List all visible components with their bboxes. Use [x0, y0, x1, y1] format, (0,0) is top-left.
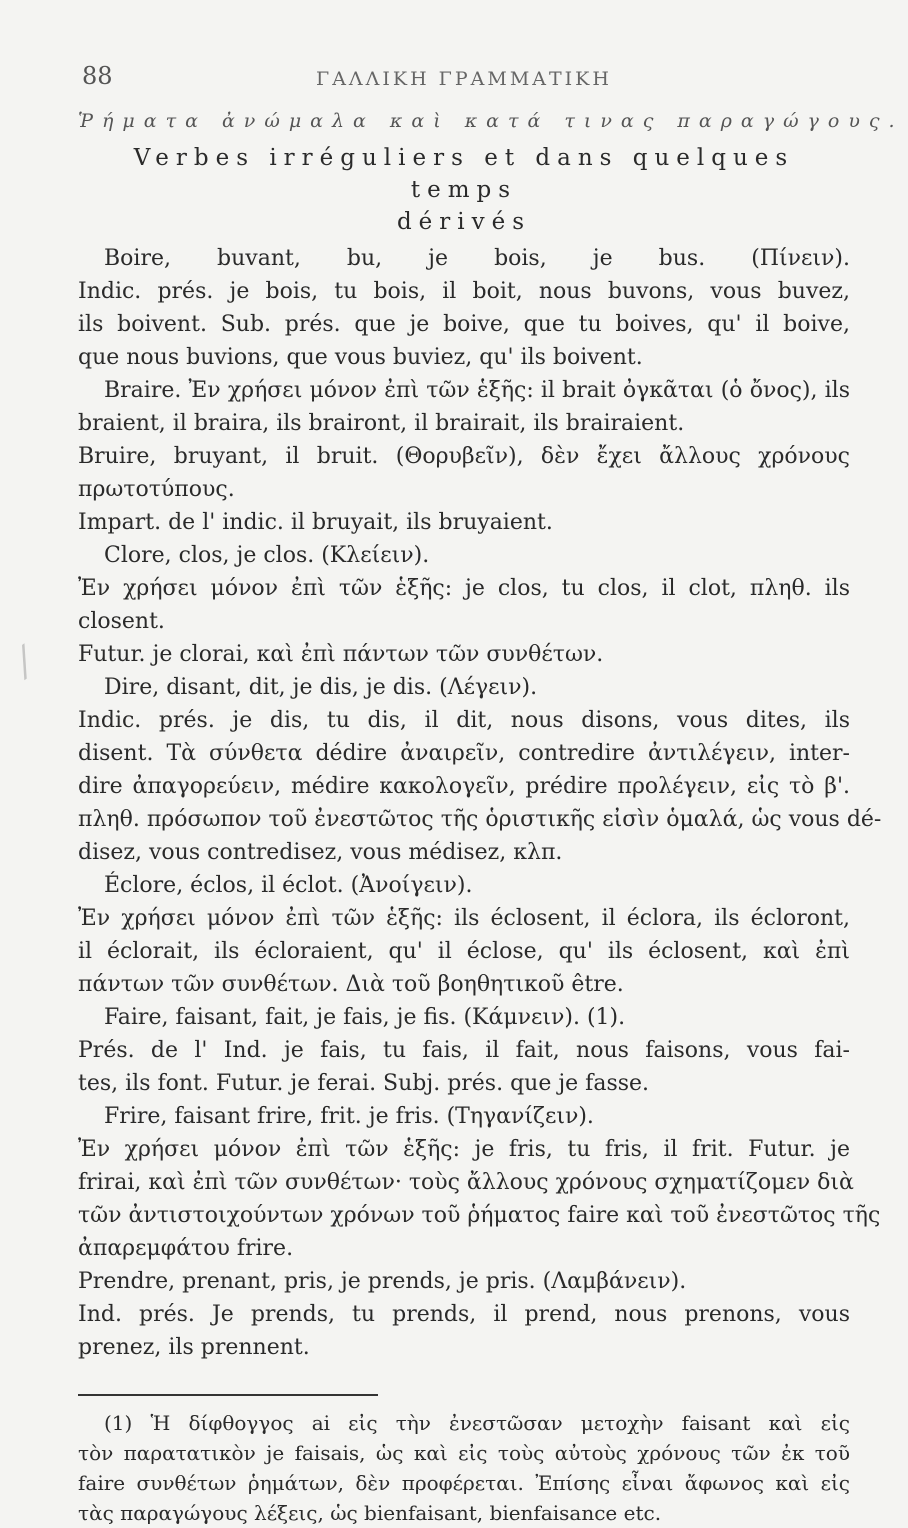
- text-line: Prendre, prenant, pris, je prends, je pris. (Λαμβάνειν).: [78, 1269, 687, 1294]
- page-header: [78, 60, 850, 104]
- page-number: 88: [82, 62, 113, 90]
- text-line: Impart. de l' indic. il bruyait, ils bruyaient.: [78, 510, 553, 535]
- text-line: Boire, buvant, bu, je bois, je bus. (Πίνειν).: [104, 246, 850, 271]
- section-title-french-line-1: Verbes irréguliers et dans quelques temps: [133, 145, 795, 203]
- section-title-greek: Ῥήματα ἀνώμαλα καὶ κατά τινας παραγώγους.: [78, 110, 904, 132]
- text-line: disent. Τὰ σύνθετα dédire ἀναιρεῖν, contredire ἀντιλέγειν, inter-: [78, 741, 850, 766]
- footnote-line: τὰς παραγώγους λέξεις, ὡς bienfaisant, bienfaisance etc.: [78, 1501, 662, 1525]
- pencil-mark-icon: ⁄: [9, 642, 42, 684]
- text-line: τῶν ἀντιστοιχούντων χρόνων τοῦ ῥήματος faire καὶ τοῦ ἐνεστῶτος τῆς: [78, 1203, 881, 1228]
- running-header: ΓΑΛΛΙΚΗ ΓΡΑΜΜΑΤΙΚΗ: [316, 68, 612, 90]
- text-line: Frire, faisant frire, frit. je fris. (Τηγανίζειν).: [104, 1104, 594, 1129]
- text-line: Ἐν χρήσει μόνον ἐπὶ τῶν ἑξῆς: je clos, tu clos, il clot, πληθ. ils: [78, 576, 850, 601]
- text-line: prenez, ils prennent.: [78, 1335, 310, 1360]
- text-line: disez, vous contredisez, vous médisez, κλπ.: [78, 840, 563, 865]
- text-line: que nous buvions, que vous buviez, qu' ils boivent.: [78, 345, 643, 370]
- text-line: ils boivent. Sub. prés. que je boive, que tu boives, qu' il boive,: [78, 312, 850, 337]
- text-line: Dire, disant, dit, je dis, je dis. (Λέγειν).: [104, 675, 538, 700]
- text-line: Braire. Ἐν χρήσει μόνον ἐπὶ τῶν ἑξῆς: il brait ὀγκᾶται (ὁ ὄνος), ils: [104, 378, 850, 403]
- text-line: πάντων τῶν συνθέτων. Διὰ τοῦ βοηθητικοῦ être.: [78, 972, 624, 997]
- body-text: [78, 242, 882, 1364]
- text-line: ἀπαρεμφάτου frire.: [78, 1236, 294, 1261]
- text-line: Indic. prés. je dis, tu dis, il dit, nous disons, vous dites, ils: [78, 708, 850, 733]
- text-line: Éclore, éclos, il éclot. (Ἀνοίγειν).: [104, 873, 473, 898]
- footnote: [78, 1408, 850, 1528]
- text-line: Futur. je clorai, καὶ ἐπὶ πάντων τῶν συνθέτων.: [78, 642, 604, 667]
- footnote-line: τὸν παρατατικὸν je faisais, ὡς καὶ εἰς τοὺς αὐτοὺς χρόνους τῶν ἐκ τοῦ: [78, 1441, 850, 1465]
- text-line: Indic. prés. je bois, tu bois, il boit, nous buvons, vous buvez,: [78, 279, 850, 304]
- footnote-line: (1) Ἡ δίφθογγος ai εἰς τὴν ἐνεστῶσαν μετοχὴν faisant καὶ εἰς: [104, 1411, 850, 1435]
- text-line: frirai, καὶ ἐπὶ τῶν συνθέτων· τοὺς ἄλλους χρόνους σχηματίζομεν διὰ: [78, 1170, 854, 1195]
- text-line: tes, ils font. Futur. je ferai. Subj. prés. que je fasse.: [78, 1071, 650, 1096]
- text-line: Faire, faisant, fait, je fais, je fis. (Κάμνειν). (1).: [104, 1005, 626, 1030]
- text-line: πληθ. πρόσωπον τοῦ ἐνεστῶτος τῆς ὁριστικῆς εἰσὶν ὁμαλά, ὡς vous dé-: [78, 807, 882, 832]
- section-title-french-line-2: dérivés: [396, 209, 532, 235]
- footnote-line: faire συνθέτων ῥημάτων, δὲν προφέρεται. Ἐπίσης εἶναι ἄφωνος καὶ εἰς: [78, 1471, 850, 1495]
- text-line: closent.: [78, 609, 165, 634]
- text-line: Prés. de l' Ind. je fais, tu fais, il fait, nous faisons, vous fai-: [78, 1038, 850, 1063]
- section-title-french: [78, 142, 850, 238]
- text-line: Ἐν χρήσει μόνον ἐπὶ τῶν ἑξῆς: ils éclosent, il éclora, ils écloront,: [78, 906, 850, 931]
- text-line: Ind. prés. Je prends, tu prends, il prend, nous prenons, vous: [78, 1302, 850, 1327]
- text-line: Bruire, bruyant, il bruit. (Θορυβεῖν), δὲν ἔχει ἄλλους χρόνους: [78, 444, 850, 469]
- text-line: Ἐν χρήσει μόνον ἐπὶ τῶν ἑξῆς: je fris, tu fris, il frit. Futur. je: [78, 1137, 850, 1162]
- text-line: dire ἀπαγορεύειν, médire κακολογεῖν, prédire προλέγειν, εἰς τὸ β'.: [78, 774, 850, 799]
- text-line: il éclorait, ils écloraient, qu' il éclose, qu' ils éclosent, καὶ ἐπὶ: [78, 939, 850, 964]
- text-line: Clore, clos, je clos. (Κλείειν).: [104, 543, 430, 568]
- text-line: braient, il braira, ils brairont, il brairait, ils brairaient.: [78, 411, 685, 436]
- footnote-rule: [78, 1394, 378, 1396]
- text-line: πρωτοτύπους.: [78, 477, 235, 502]
